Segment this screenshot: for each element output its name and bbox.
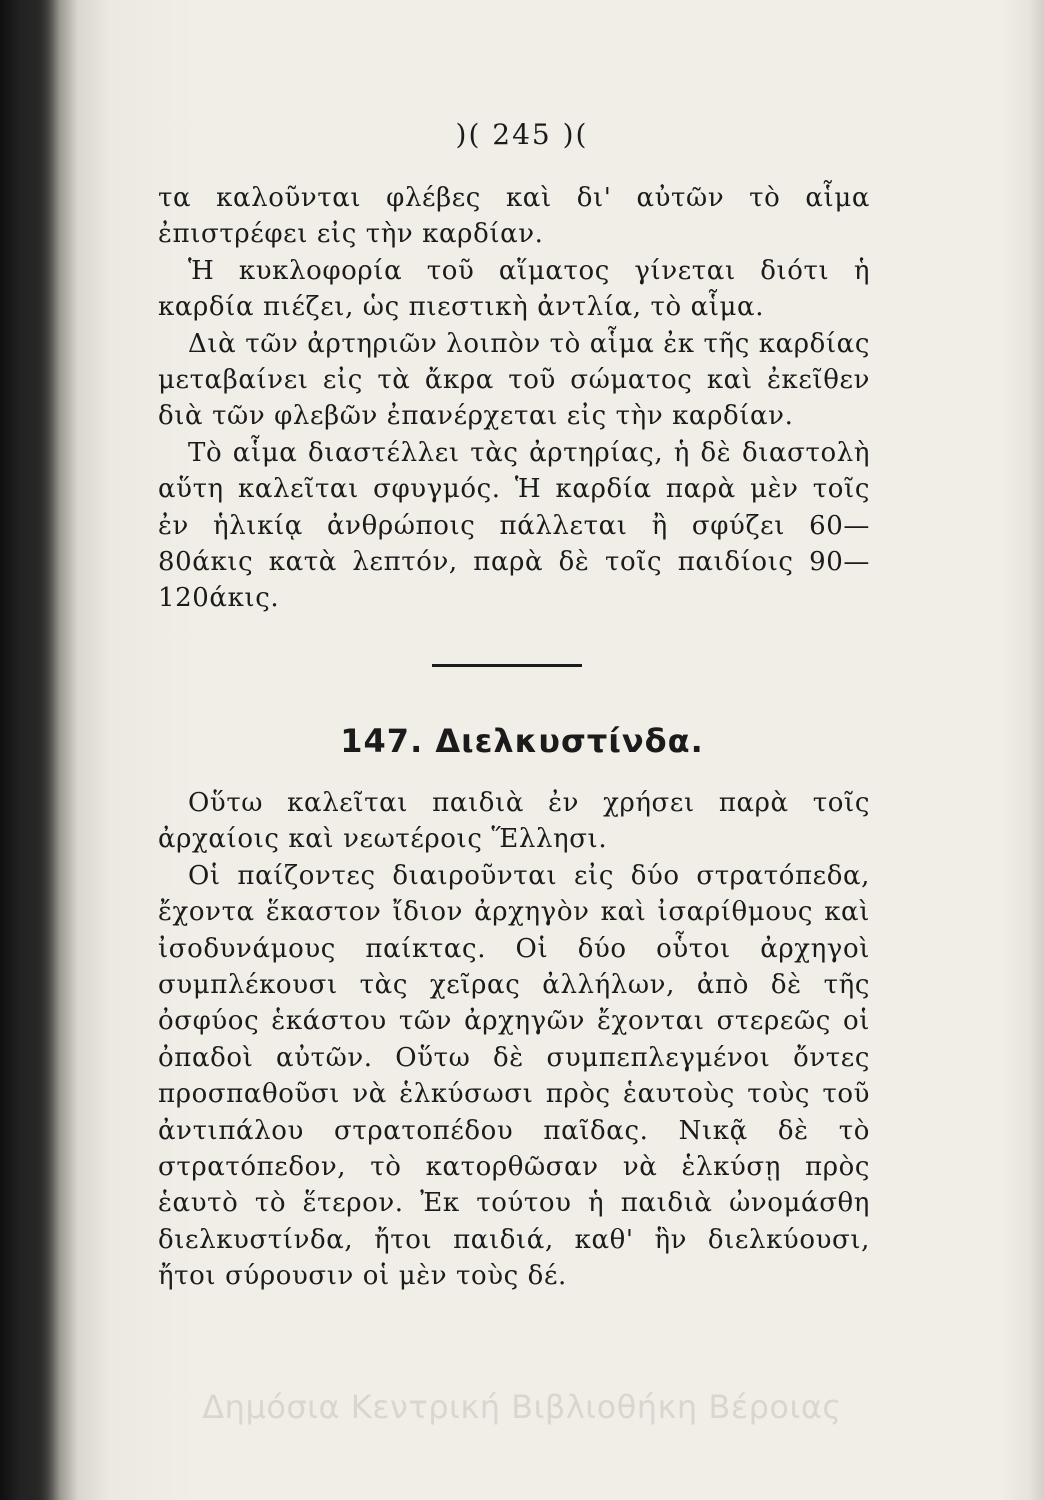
paragraph: Οἱ παίζοντες διαιροῦνται εἰς δύο στρατόπεδα, ἔχοντα ἕκαστον ἴδιον ἀρχηγὸν καὶ ἰσαρίθμους καὶ ἰσοδυνάμους παίκτας. Οἱ δύο οὗτοι ἀρχηγοὶ συμπλέκουσι τὰς χεῖρας ἀλλήλων, ἀπὸ δὲ τῆς ὀσφύος ἑκάστου τῶν ἀρχηγῶν ἔχονται στερεῶς οἱ ὀπαδοὶ αὐτῶν. Οὕτω δὲ συμπεπλεγμένοι ὄντες προσπαθοῦσι νὰ ἑλκύσωσι πρὸς ἑαυτοὺς τοὺς τοῦ ἀντιπάλου στρατοπέδου παῖδας. Νικᾷ δὲ τὸ στρατόπεδον, τὸ κατορθῶσαν νὰ ἑλκύσῃ πρὸς ἑαυτὸ τὸ ἕτερον. Ἐκ τούτου ἡ παιδιὰ ὠνομάσθη διελκυστίνδα, ἤτοι παιδιά, καθ' ἣν διελκύουσι, ἤτοι σύρουσιν οἱ μὲν τοὺς δέ. xyxy=(158,860,870,1292)
section-heading: 147. Διελκυστίνδα. xyxy=(340,722,704,760)
bottom-text-block xyxy=(158,785,870,1295)
paragraph: Ἡ κυκλοφορία τοῦ αἵματος γίνεται διότι ἡ καρδία πιέζει, ὡς πιεστικὴ ἀντλία, τὸ αἷμα. xyxy=(158,255,870,323)
top-text-block xyxy=(158,180,870,617)
paragraph: Οὕτω καλεῖται παιδιὰ ἐν χρήσει παρὰ τοῖς ἀρχαίοις καὶ νεωτέροις Ἕλλησι. xyxy=(158,788,870,855)
section-divider-rule xyxy=(432,664,582,667)
page-number: )( 245 )( xyxy=(455,118,589,151)
paragraph: τα καλοῦνται φλέβες καὶ δι' αὐτῶν τὸ αἷμα ἐπιστρέφει εἰς τὴν καρδίαν. xyxy=(158,183,870,250)
library-watermark: Δημόσια Κεντρική Βιβλιοθήκη Βέροιας xyxy=(202,1388,842,1426)
paragraph: Τὸ αἷμα διαστέλλει τὰς ἀρτηρίας, ἡ δὲ διαστολὴ αὕτη καλεῖται σφυγμός. Ἡ καρδία παρὰ μὲν τοῖς ἐν ἡλικίᾳ ἀνθρώποις πάλλεται ἢ σφύζει 60—80άκις κατὰ λεπτόν, παρὰ δὲ τοῖς παιδίοις 90—120άκις. xyxy=(158,437,870,614)
paragraph: Διὰ τῶν ἀρτηριῶν λοιπὸν τὸ αἷμα ἐκ τῆς καρδίας μεταβαίνει εἰς τὰ ἄκρα τοῦ σώματος καὶ ἐκεῖθεν διὰ τῶν φλεβῶν ἐπανέρχεται εἰς τὴν καρδίαν. xyxy=(158,328,870,432)
